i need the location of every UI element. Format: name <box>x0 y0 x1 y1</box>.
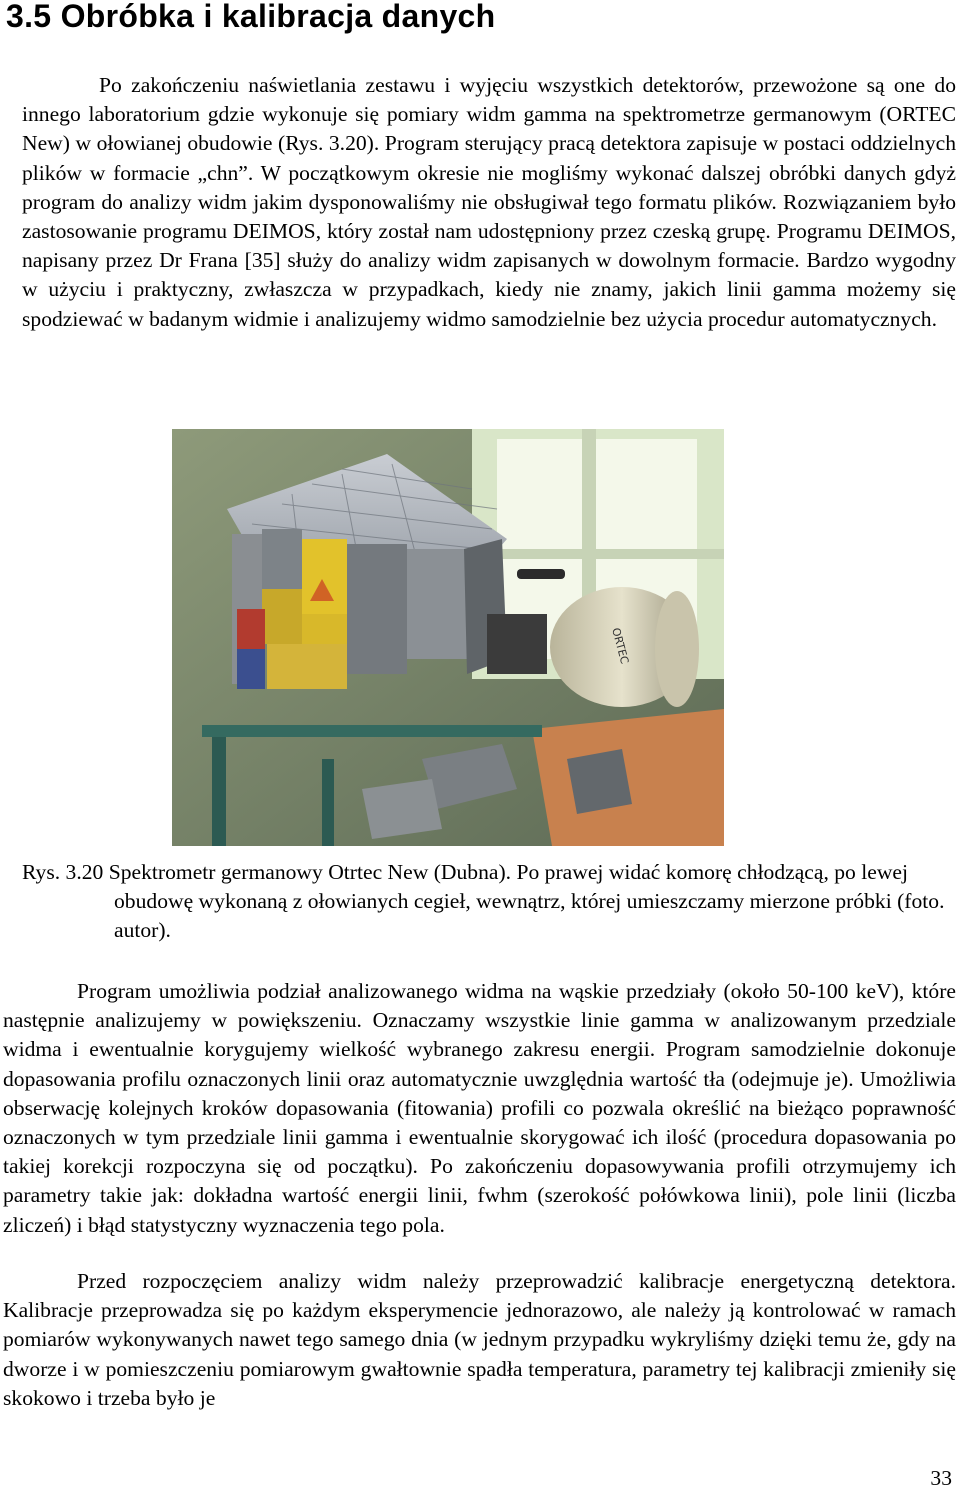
page-number: 33 <box>930 1466 952 1490</box>
svg-text:ORTEC: ORTEC <box>609 626 632 666</box>
paragraph-program: Program umożliwia podział analizowanego widma na wąskie przedziały (około 50-100 keV), które następnie analizujemy w powiększeniu. Oznaczamy wszystkie linie gamma w analizowanym przedziale widma i ewentualnie korygujemy wielkość wybranego zakresu energii. Program samodzielnie dokonuje dopasowania profilu oznaczonych linii oraz automatycznie uwzględnia wartość tła (odejmuje je). Umożliwia obserwację kolejnych kroków dopasowania (fitowania) profili co pozwala określić na bieżąco poprawność oznaczonych w tym przedziale linii gamma i ewentualnie skorygować ich ilość (procedura dopasowania po takiej korekcji rozpoczyna się od początku). Po zakończeniu dopasowywania profili otrzymujemy ich parametry takie jak: dokładna wartość energii linii, fwhm (szerokość połówkowa linii), pole linii (liczba zliczeń) i błąd statystyczny wyznaczenia tego pola. <box>3 979 956 1237</box>
spectrometer-photo <box>172 429 724 846</box>
section-heading: 3.5 Obróbka i kalibracja danych <box>6 0 496 34</box>
paragraph-intro: Po zakończeniu naświetlania zestawu i wyjęciu wszystkich detektorów, przewożone są one do innego laboratorium gdzie wykonuje się pomiary widm gamma na spektrometrze germanowym (ORTEC New) w ołowianej obudowie (Rys. 3.20). Program sterujący pracą detektora zapisuje w postaci oddzielnych plików w formacie „chn”. W początkowym okresie nie mogliśmy wykonać dalszej obróbki danych gdyż program do analizy widm jakim dysponowaliśmy nie obsługiwał tego formatu plików. Rozwiązaniem było zastosowanie programu DEIMOS, który został nam udostępniony przez czeską grupę. Programu DEIMOS, napisany przez Dr Frana [35] służy do analizy widm zapisanych w dowolnym formacie. Bardzo wygodny w użyciu i praktyczny, zwłaszcza w przypadkach, kiedy nie znamy, jakich linii gamma możemy się spodziewać w badanym widmie i analizujemy widmo samodzielnie bez użycia procedur automatycznych. <box>22 73 956 331</box>
paragraph-calibration: Przed rozpoczęciem analizy widm należy przeprowadzić kalibracje energetyczną detektora. Kalibracje przeprowadza się po każdym eksperymencie jednorazowo, ale należy ją kontrolować w ramach pomiarów wykonywanych nawet tego samego dnia (w jednym przypadku wykryliśmy dzięki temu że, gdy na dworze i w pomieszczeniu pomiarowym gwałtownie spadła temperatura, parametry tej kalibracji zmieniły się skokowo i trzeba było je <box>3 1269 956 1410</box>
figure-caption: Rys. 3.20 Spektrometr germanowy Otrtec New (Dubna). Po prawej widać komorę chłodzącą, po lewej obudowę wykonaną z ołowianych cegieł, wewnątrz, której umieszczamy mierzone próbki (foto. autor). <box>22 860 945 943</box>
